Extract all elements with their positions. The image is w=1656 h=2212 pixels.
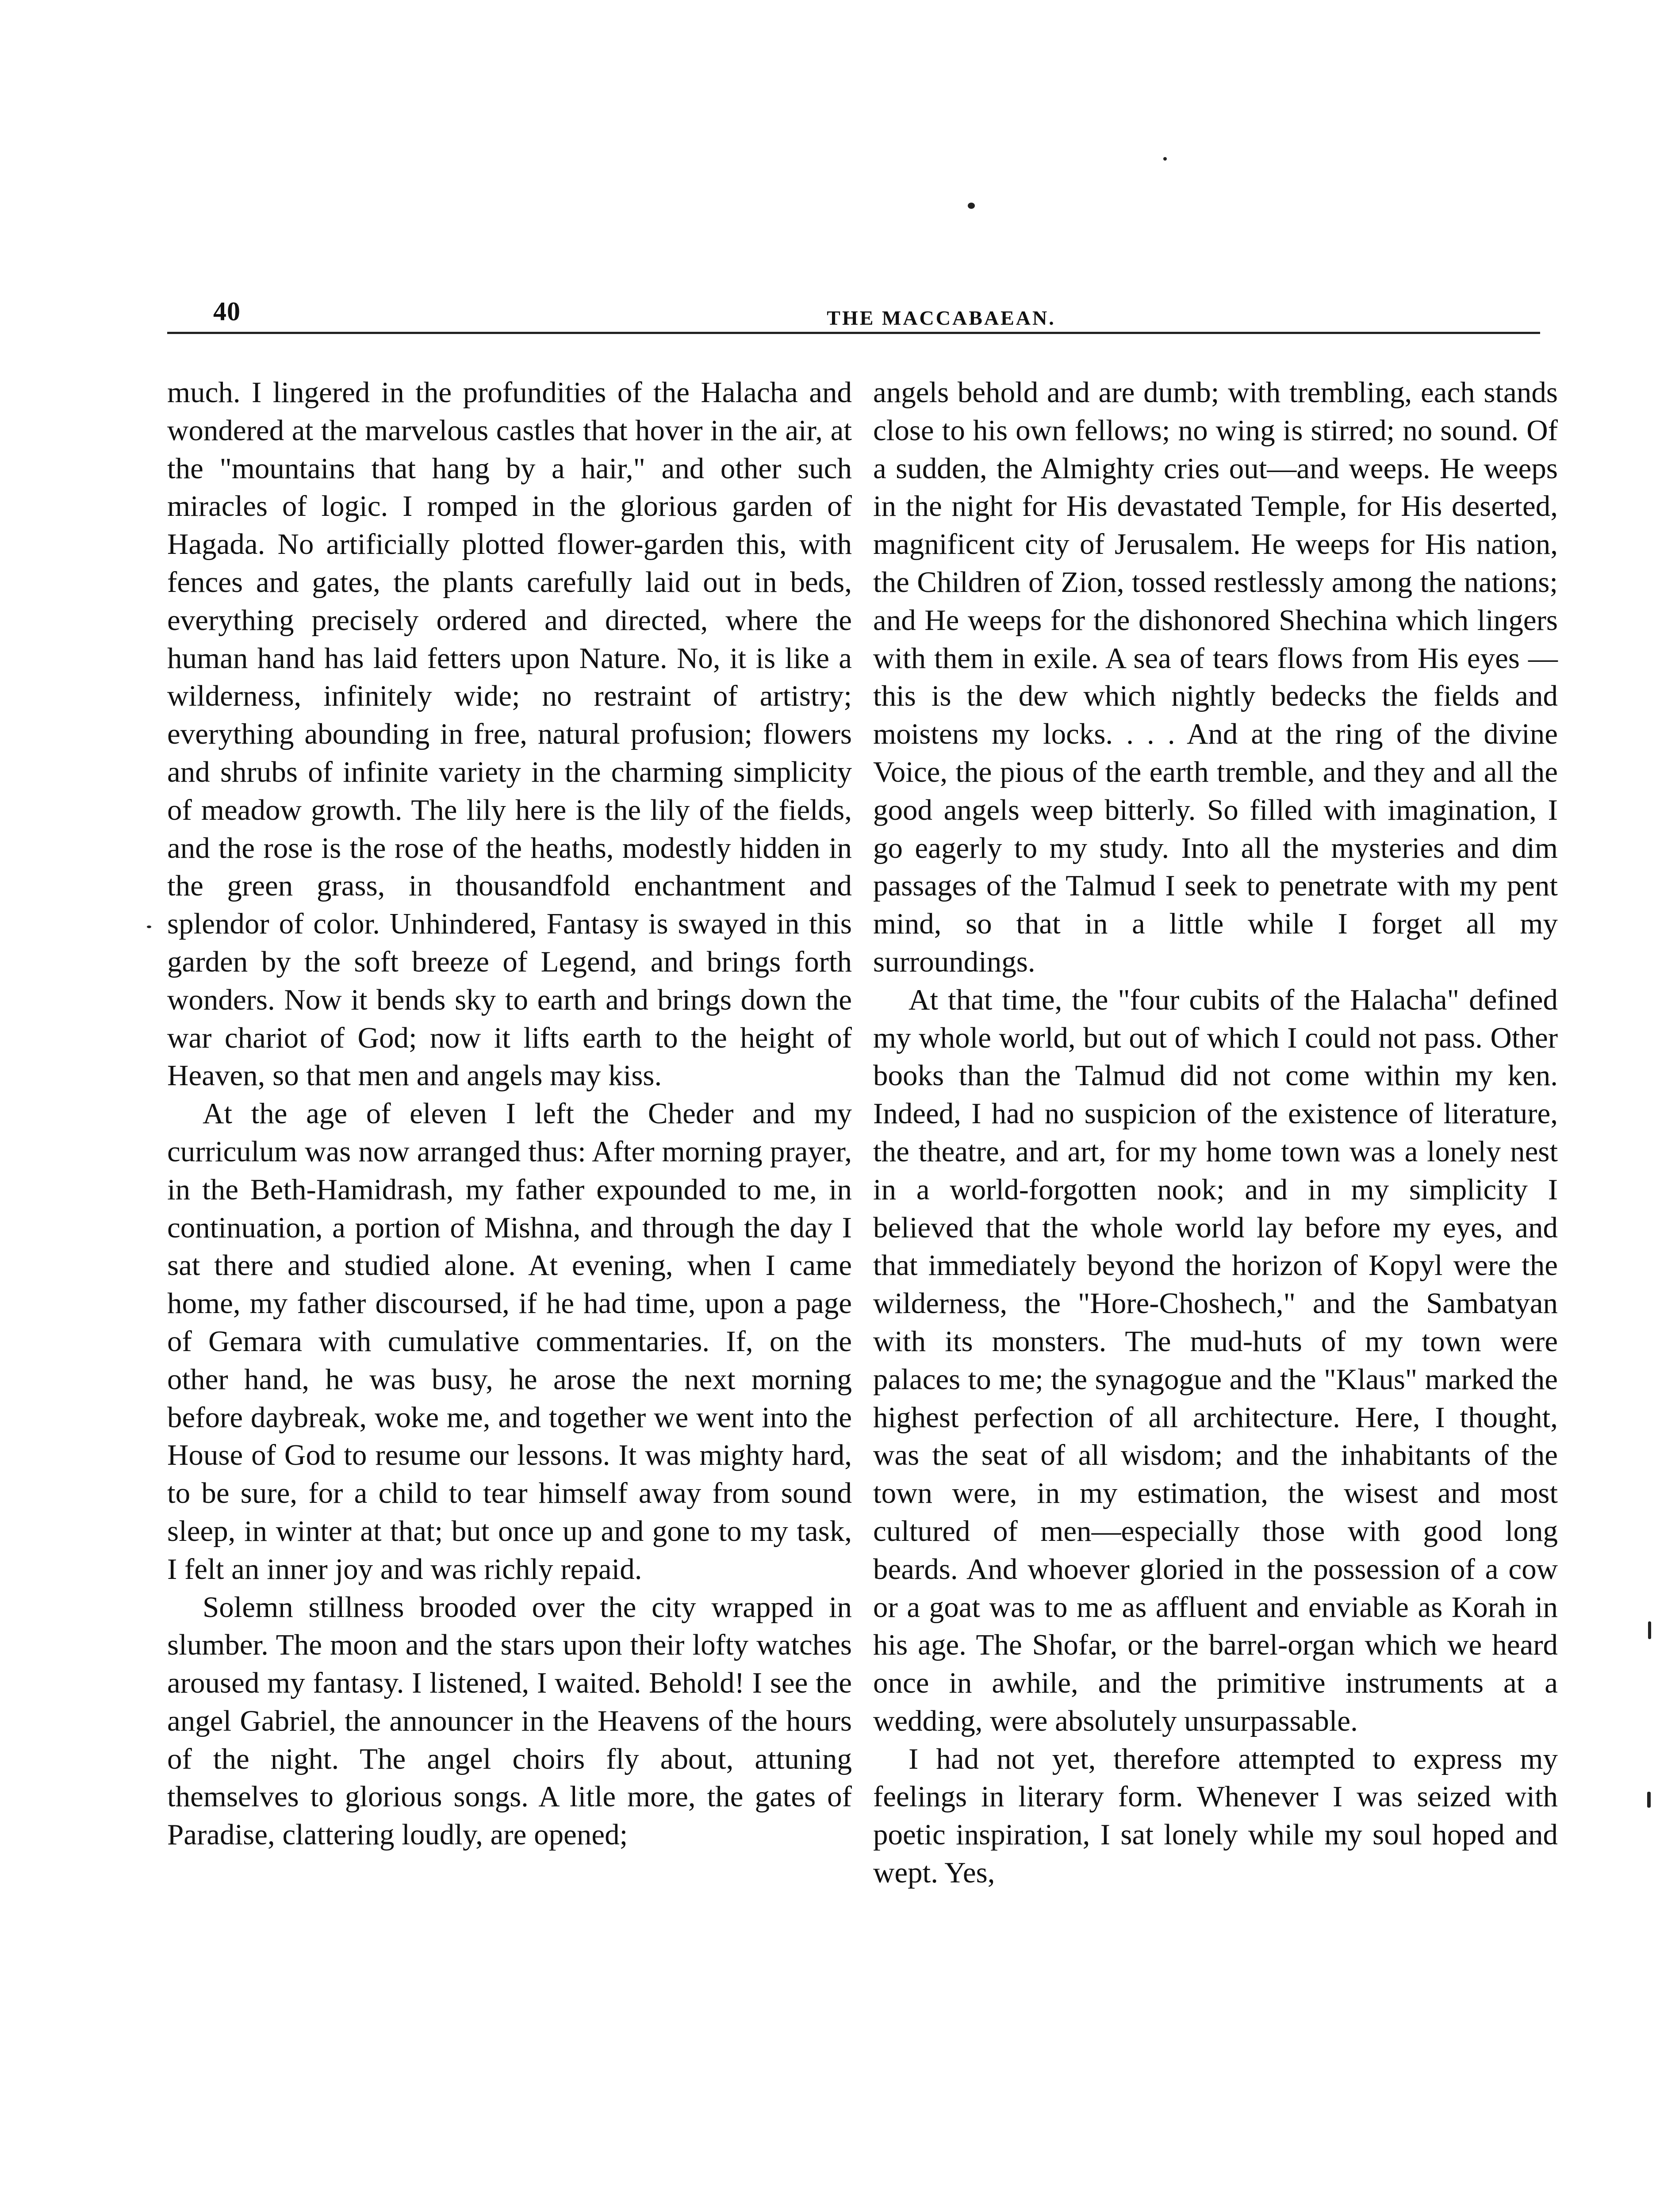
scan-speck [1647, 1792, 1651, 1808]
paragraph: angels behold and are dumb; with trembling, each stands close to his own fellows; no wing is stirred; no sound. Of a sudden, the Almighty cries out—and weeps. He weeps in the night for His devastated Temple, for His deserted, magnificent city of Jerusalem. He weeps for His nation, the Children of Zion, tossed restlessly among the nations; and He weeps for the dishonored Shechina which lingers with them in exile. A sea of tears flows from His eyes —this is the dew which nightly bedecks the fields and moistens my locks. . . . And at the ring of the divine Voice, the pious of the earth tremble, and they and all the good angels weep bitterly. So filled with imagination, I go eagerly to my study. Into all the mysteries and dim passages of the Talmud I seek to penetrate with my pent mind, so that in a little while I forget all my surroundings. [873, 376, 1558, 978]
paragraph: much. I lingered in the profundities of the Halacha and wondered at the marvelous castles that hover in the air, at the "mountains that hang by a hair," and other such miracles of logic. I romped in the glorious garden of Hagada. No artificially plotted flower-garden this, with fences and gates, the plants carefully laid out in beds, everything precisely ordered and directed, where the human hand has laid fetters upon Nature. No, it is like a wilderness, infinitely wide; no restraint of artistry; everything abounding in free, natural profusion; flowers and shrubs of infinite variety in the charming simplicity of meadow growth. The lily here is the lily of the fields, and the rose is the rose of the heaths, modestly hidden in the green grass, in thousandfold enchantment and splendor of color. Unhindered, Fantasy is swayed in this garden by the soft breeze of Legend, and brings forth wonders. Now it bends sky to earth and brings down the war chariot of God; now it lifts earth to the height of Heaven, so that men and angels may kiss. [167, 376, 852, 1092]
scan-speck [147, 926, 151, 928]
left-column [167, 374, 852, 1854]
scan-speck [1163, 157, 1167, 161]
header-rule [167, 332, 1540, 334]
right-column [873, 374, 1558, 1892]
paragraph: Solemn stillness brooded over the city wrapped in slumber. The moon and the stars upon their lofty watches aroused my fantasy. I listened, I waited. Behold! I see the angel Gabriel, the announcer in the Heavens of the hours of the night. The angel choirs fly about, attuning themselves to glorious songs. A litle more, the gates of Paradise, clattering loudly, are opened; [167, 1590, 852, 1851]
paragraph: At that time, the "four cubits of the Halacha" defined my whole world, but out of which I could not pass. Other books than the Talmud did not come within my ken. Indeed, I had no suspicion of the existence of literature, the theatre, and art, for my home town was a lonely nest in a world-forgotten nook; and in my simplicity I believed that the whole world lay before my eyes, and that immediately beyond the horizon of Kopyl were the wilderness, the "Hore-Choshech," and the Sambatyan with its monsters. The mud-huts of my town were palaces to me; the synagogue and the "Klaus" marked the highest perfection of all architecture. Here, I thought, was the seat of all wisdom; and the inhabitants of the town were, in my estimation, the wisest and most cultured of men—especially those with good long beards. And whoever gloried in the possession of a cow or a goat was to me as affluent and enviable as Korah in his age. The Shofar, or the barrel-organ which we heard once in awhile, and the primitive instruments at a wedding, were absolutely unsurpassable. [873, 983, 1558, 1737]
scan-speck [968, 203, 975, 209]
page-header [167, 288, 1540, 336]
page-number: 40 [213, 297, 241, 326]
running-title: THE MACCABAEAN. [827, 307, 1056, 329]
paragraph: I had not yet, therefore attempted to express my feelings in literary form. Whenever I was seized with poetic inspiration, I sat lonely while my soul hoped and wept. Yes, [873, 1742, 1558, 1889]
paragraph: At the age of eleven I left the Cheder and my curriculum was now arranged thus: After morning prayer, in the Beth-Hamidrash, my father expounded to me, in continuation, a portion of Mishna, and through the day I sat there and studied alone. At evening, when I came home, my father discoursed, if he had time, upon a page of Gemara with cumulative commentaries. If, on the other hand, he was busy, he arose the next morning before daybreak, woke me, and together we went into the House of God to resume our lessons. It was mighty hard, to be sure, for a child to tear himself away from sound sleep, in winter at that; but once up and gone to my task, I felt an inner joy and was richly repaid. [167, 1097, 852, 1586]
scan-speck [1648, 1621, 1651, 1639]
